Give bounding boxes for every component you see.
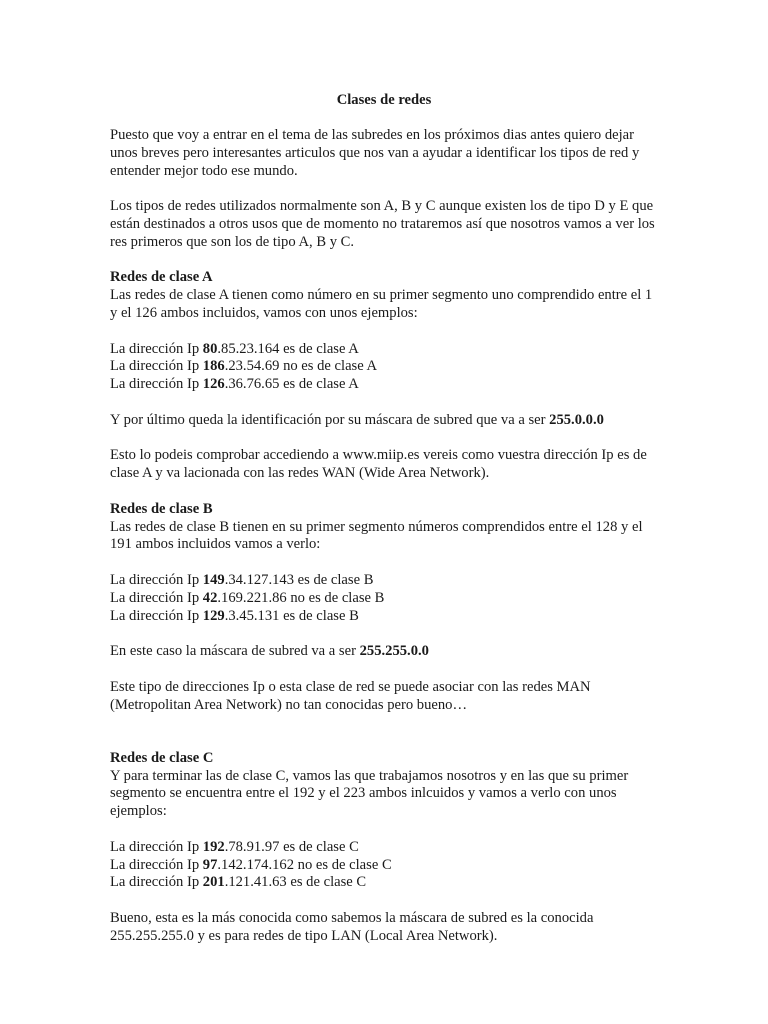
ip-example: La dirección Ip 126.36.76.65 es de clase A bbox=[110, 376, 359, 393]
class-a-note: Esto lo podeis comprobar accediendo a www.miip.es vereis como vuestra dirección Ip es de clase A y va lacionada con las redes WAN (Wide Area Network). bbox=[110, 447, 647, 482]
ip-example: La dirección Ip 186.23.54.69 no es de clase A bbox=[110, 358, 378, 375]
class-b-description: Las redes de clase B tienen en su primer segmento números comprendidos entre el 128 y el 191 ambos incluidos vamos a verlo: bbox=[110, 518, 643, 553]
class-b-examples bbox=[110, 572, 658, 625]
class-a-heading: Redes de clase A bbox=[110, 269, 213, 286]
ip-example: La dirección Ip 129.3.45.131 es de clase B bbox=[110, 607, 359, 624]
class-a-mask-value: 255.0.0.0 bbox=[549, 411, 604, 428]
ip-example: La dirección Ip 97.142.174.162 no es de clase C bbox=[110, 856, 392, 873]
class-b-heading: Redes de clase B bbox=[110, 500, 213, 517]
ip-example: La dirección Ip 149.34.127.143 es de clase B bbox=[110, 571, 374, 588]
class-c-examples bbox=[110, 839, 658, 892]
intro-paragraph-1: Puesto que voy a entrar en el tema de las subredes en los próximos dias antes quiero dejar unos breves pero interesantes articulos que nos van a ayudar a identificar los tipos de red y entender mejor todo ese mundo. bbox=[110, 127, 640, 179]
class-a-examples bbox=[110, 341, 658, 394]
class-a-mask: Y por último queda la identificación por su máscara de subred que va a ser 255.0.0.0 bbox=[110, 411, 604, 428]
class-b-mask: En este caso la máscara de subred va a ser 255.255.0.0 bbox=[110, 643, 429, 660]
class-c-heading: Redes de clase C bbox=[110, 749, 214, 766]
ip-example: La dirección Ip 80.85.23.164 es de clase A bbox=[110, 340, 359, 357]
document-body bbox=[110, 127, 658, 963]
intro-paragraph-2: Los tipos de redes utilizados normalmente son A, B y C aunque existen los de tipo D y E que están destinados a otros usos que de momento no trataremos así que nosotros vamos a ver los res primeros que son los de tipo A, B y C. bbox=[110, 198, 655, 250]
section-class-b bbox=[110, 501, 658, 554]
ip-example: La dirección Ip 192.78.91.97 es de clase C bbox=[110, 838, 359, 855]
class-c-description: Y para terminar las de clase C, vamos las que trabajamos nosotros y en las que su primer segmento se encuentra entre el 192 y el 223 ambos inlcuidos y vamos a verlo con unos ejemplos: bbox=[110, 767, 629, 820]
class-a-description: Las redes de clase A tienen como número en su primer segmento uno comprendido entre el 1 y el 126 ambos incluidos, vamos con unos ejemplos: bbox=[110, 287, 653, 321]
document-title: Clases de redes bbox=[336, 92, 432, 108]
class-b-note: Este tipo de direcciones Ip o esta clase de red se puede asociar con las redes MAN (Metropolitan Area Network) no tan conocidas pero bueno… bbox=[110, 678, 591, 713]
section-class-a bbox=[110, 269, 658, 322]
class-b-mask-value: 255.255.0.0 bbox=[359, 643, 429, 660]
ip-example: La dirección Ip 201.121.41.63 es de clase C bbox=[110, 874, 367, 891]
class-c-closing: Bueno, esta es la más conocida como sabemos la máscara de subred es la conocida 255.255.255.0 y es para redes de tipo LAN (Local Area Network). bbox=[110, 910, 594, 944]
section-class-c bbox=[110, 750, 658, 821]
ip-example: La dirección Ip 42.169.221.86 no es de clase B bbox=[110, 589, 385, 606]
